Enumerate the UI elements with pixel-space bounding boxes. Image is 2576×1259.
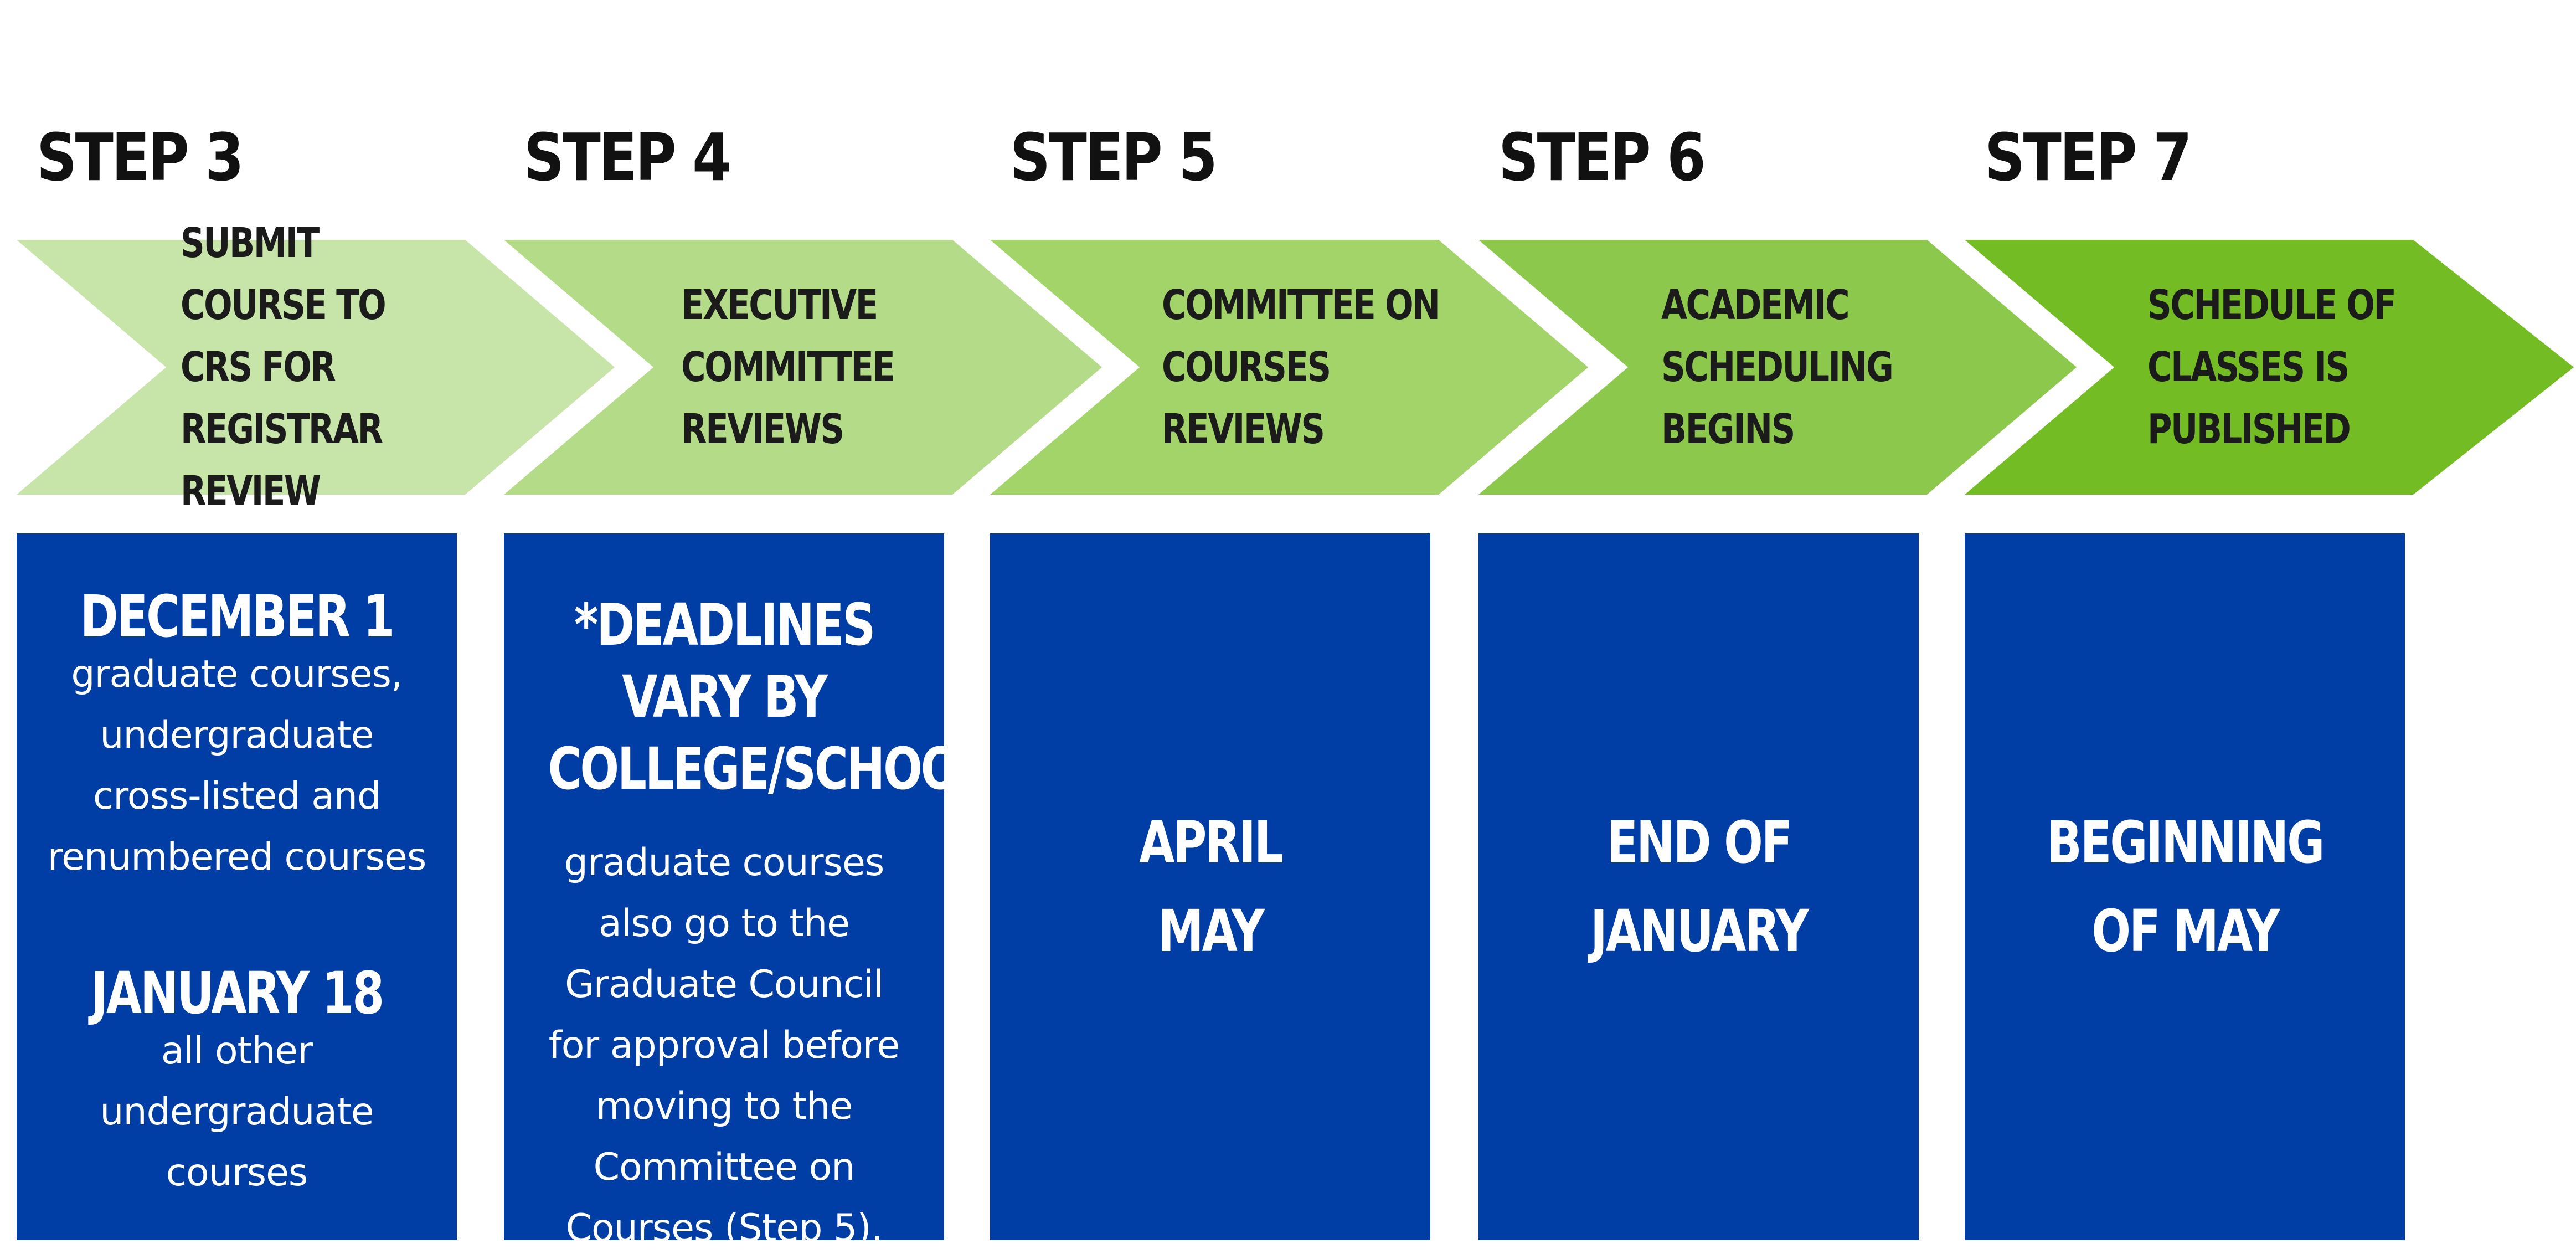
step-7-chevron-text: SCHEDULE OF CLASSES IS PUBLISHED <box>2147 281 2395 453</box>
step-4-chevron-text: EXECUTIVE COMMITTEE REVIEWS <box>681 281 894 453</box>
deadline-heading-december-1: DECEMBER 1 <box>80 583 394 650</box>
step-4-column <box>504 0 991 1250</box>
deadline-heading-april-may: APRIL MAY <box>1138 809 1282 965</box>
step-5-chevron-text: COMMITTEE ON COURSES REVIEWS <box>1162 281 1439 453</box>
deadline-body-december-1: graduate courses, undergraduate cross-listed and renumbered courses <box>47 652 426 879</box>
deadline-section-varies <box>504 589 986 1259</box>
deadline-body-graduate-council: graduate courses also go to the Graduate Council for approval before moving to the Committee on Courses (Step 5). <box>548 841 900 1250</box>
deadline-section-december <box>17 572 457 888</box>
step-6-deadline-box <box>1478 533 1919 1240</box>
step-5-column <box>990 0 1477 1240</box>
step-3-label: STEP 3 <box>37 119 243 196</box>
step-7-column <box>1965 0 2452 1240</box>
deadline-heading-january-18: JANUARY 18 <box>91 959 383 1027</box>
step-4-deadline-box <box>504 533 986 1250</box>
deadline-heading-end-of-january: END OF JANUARY <box>1590 809 1807 965</box>
step-6-label: STEP 6 <box>1498 119 1704 196</box>
deadline-heading-varies: *DEADLINES VARY BY COLLEGE/SCHOOL <box>548 591 986 803</box>
step-6-chevron-text: ACADEMIC SCHEDULING BEGINS <box>1661 281 1893 453</box>
step-5-label: STEP 5 <box>1010 119 1216 196</box>
step-5-deadline-box <box>990 533 1430 1240</box>
deadline-heading-beginning-of-may: BEGINNING OF MAY <box>2047 809 2323 965</box>
deadline-section-january <box>17 949 457 1204</box>
step-6-column <box>1478 0 1966 1240</box>
step-3-chevron-text: SUBMIT COURSE TO CRS FOR REGISTRAR REVIEW <box>181 219 385 515</box>
step-4-label: STEP 4 <box>524 119 730 196</box>
step-3-deadline-box <box>17 533 457 1240</box>
step-7-label: STEP 7 <box>1985 119 2191 196</box>
deadline-body-january-18: all other undergraduate courses <box>100 1029 374 1195</box>
step-3-column <box>17 0 504 1240</box>
step-7-deadline-box <box>1965 533 2405 1240</box>
